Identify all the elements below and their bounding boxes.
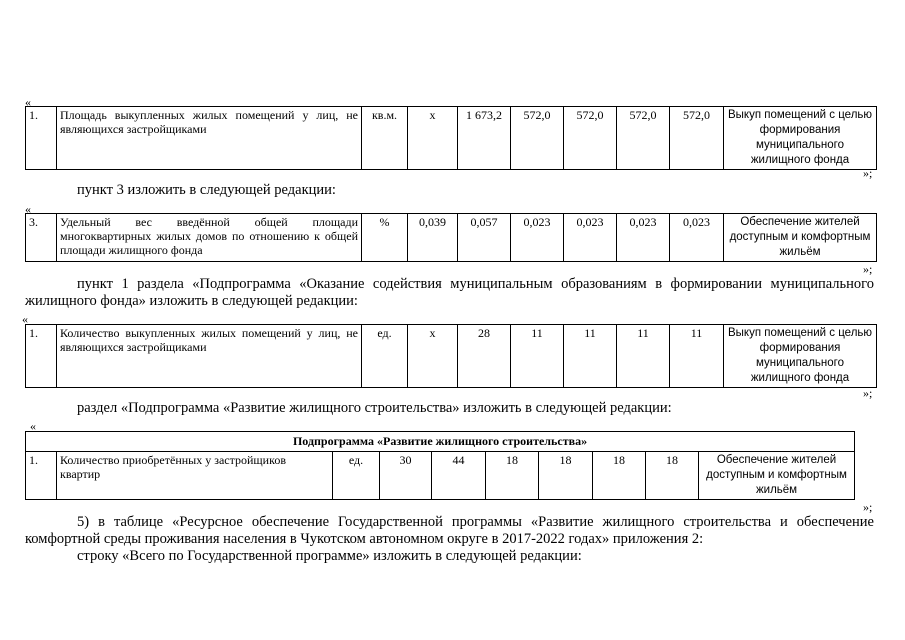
open-quote: «: [22, 312, 28, 326]
table-row: [26, 107, 877, 170]
unit: кв.м.: [362, 107, 408, 170]
value-cell: 28: [458, 325, 511, 388]
row-number: 1.: [26, 107, 57, 170]
value-cell: 11: [617, 325, 670, 388]
indicator-table-2: [25, 213, 877, 262]
instruction-paragraph: раздел «Подпрограмма «Развитие жилищного строительства» изложить в следующей редакции:: [77, 400, 672, 416]
row-number: 1.: [26, 325, 57, 388]
row-number: 1.: [26, 452, 57, 500]
close-quote: »;: [863, 166, 873, 180]
open-quote: «: [30, 419, 36, 433]
instruction-paragraph-cont: комфортной среды проживания населения в Чукотском автономном округе в 2017-2022 годах» приложения 2:: [25, 531, 704, 547]
unit: ед.: [362, 325, 408, 388]
note-cell: Выкуп помещений с целью формирования муниципального жилищного фонда: [724, 107, 877, 170]
instruction-paragraph: пункт 1 раздела «Подпрограмма «Оказание содействия муниципальным образованиям в формировании муниципального: [77, 276, 874, 292]
close-quote: »;: [863, 500, 873, 514]
indicator-name: Количество приобретённых у застройщиков квартир: [57, 452, 333, 500]
close-quote: »;: [863, 262, 873, 276]
table-row: [26, 452, 855, 500]
value-cell: 0,023: [564, 214, 617, 262]
value-cell: 0,023: [511, 214, 564, 262]
note-cell: Выкуп помещений с целью формирования муниципального жилищного фонда: [724, 325, 877, 388]
value-cell: 18: [646, 452, 699, 500]
value-cell: 572,0: [511, 107, 564, 170]
open-quote: «: [25, 95, 31, 109]
value-cell: 572,0: [564, 107, 617, 170]
value-cell: 44: [432, 452, 486, 500]
instruction-paragraph: строку «Всего по Государственной программе» изложить в следующей редакции:: [77, 548, 582, 564]
close-quote: »;: [863, 386, 873, 400]
indicator-table-3: [25, 324, 877, 388]
value-cell: x: [408, 325, 458, 388]
value-cell: x: [408, 107, 458, 170]
value-cell: 0,023: [670, 214, 724, 262]
value-cell: 30: [380, 452, 432, 500]
indicator-name: Количество выкупленных жилых помещений у лиц, не являющихся застройщиками: [57, 325, 362, 388]
value-cell: 0,023: [617, 214, 670, 262]
table-row: [26, 325, 877, 388]
value-cell: 11: [511, 325, 564, 388]
indicator-name: Удельный вес введённой общей площади многоквартирных жилых домов по отношению к общей площади жилищного фонда: [57, 214, 362, 262]
open-quote: «: [25, 202, 31, 216]
indicator-name: Площадь выкупленных жилых помещений у лиц, не являющихся застройщиками: [57, 107, 362, 170]
instruction-paragraph-cont: жилищного фонда» изложить в следующей редакции:: [25, 293, 358, 309]
unit: ед.: [333, 452, 380, 500]
value-cell: 572,0: [670, 107, 724, 170]
value-cell: 0,039: [408, 214, 458, 262]
value-cell: 18: [486, 452, 539, 500]
value-cell: 0,057: [458, 214, 511, 262]
instruction-paragraph: 5) в таблице «Ресурсное обеспечение Государственной программы «Развитие жилищного строительства и обеспечение: [77, 514, 874, 530]
row-number: 3.: [26, 214, 57, 262]
indicator-table-1: [25, 106, 877, 170]
value-cell: 18: [539, 452, 593, 500]
unit: %: [362, 214, 408, 262]
table-header-row: [26, 432, 855, 452]
value-cell: 18: [593, 452, 646, 500]
table-row: [26, 214, 877, 262]
instruction-paragraph: пункт 3 изложить в следующей редакции:: [77, 182, 336, 198]
value-cell: 1 673,2: [458, 107, 511, 170]
value-cell: 572,0: [617, 107, 670, 170]
subprogram-title: Подпрограмма «Развитие жилищного строительства»: [26, 432, 855, 452]
note-cell: Обеспечение жителей доступным и комфортным жильём: [724, 214, 877, 262]
subprogram-table: [25, 431, 855, 500]
value-cell: 11: [670, 325, 724, 388]
value-cell: 11: [564, 325, 617, 388]
note-cell: Обеспечение жителей доступным и комфортным жильём: [699, 452, 855, 500]
